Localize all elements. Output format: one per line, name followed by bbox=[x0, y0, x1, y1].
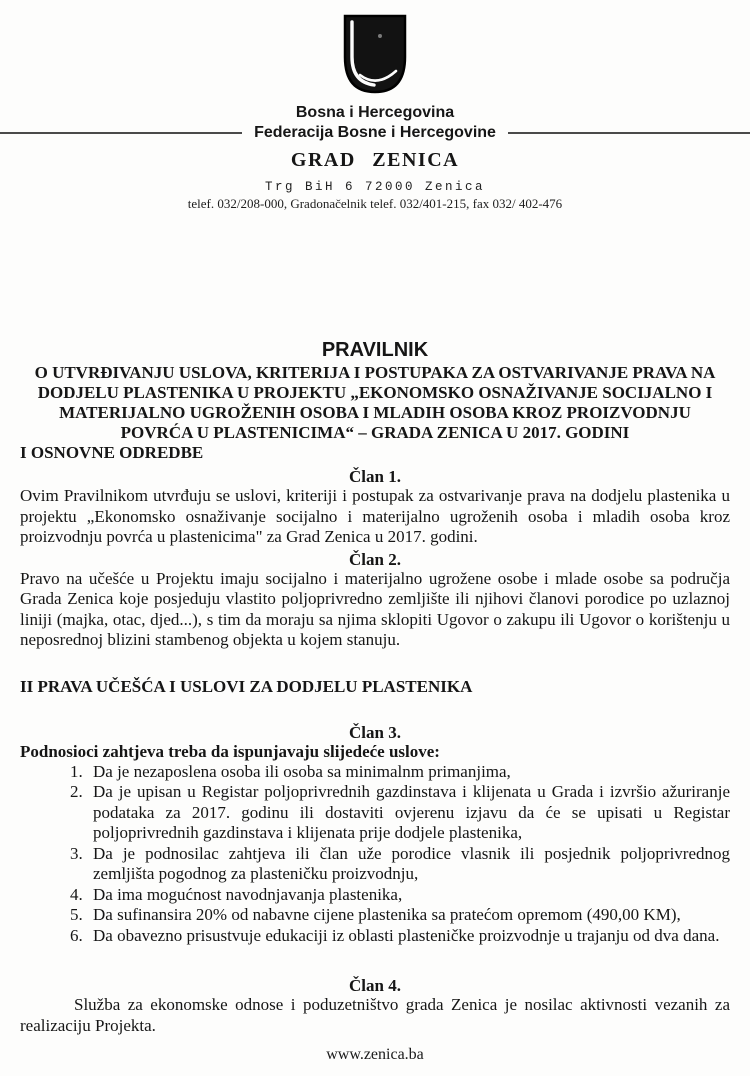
document-body bbox=[0, 339, 750, 1036]
condition-item: 1. Da je nezaposlena osoba ili osoba sa minimalnm primanjima, bbox=[87, 762, 730, 783]
org-address: Trg BiH 6 72000 Zenica bbox=[264, 180, 486, 194]
horizontal-rule-left bbox=[0, 132, 242, 134]
whitespace-gap bbox=[0, 211, 750, 339]
clan-1-paragraph: Ovim Pravilnikom utvrđuju se uslovi, kriteriji i postupak za ostvarivanje prava na dodjelu plastenika u projektu „Ekonomsko osnaživanje socijalno i materijalno ugroženih osoba i mladih osoba kroz proizvodnju povrća u plastenicima" za Grad Zenica u 2017. godini. bbox=[20, 486, 730, 546]
horizontal-rule-right bbox=[508, 132, 750, 134]
coat-of-arms-icon bbox=[340, 13, 410, 95]
clan-4-heading: Član 4. bbox=[349, 976, 401, 995]
document-title: PRAVILNIK bbox=[321, 339, 429, 361]
condition-item: 4. Da ima mogućnost navodnjavanja plastenika, bbox=[87, 885, 730, 906]
condition-item: 6. Da obavezno prisustvuje edukaciji iz oblasti plasteničke proizvodnje u trajanju od dva dana. bbox=[87, 926, 730, 947]
org-federation: Federacija Bosne i Hercegovine bbox=[254, 124, 496, 141]
org-federation-row bbox=[0, 123, 750, 142]
clan-3-heading: Član 3. bbox=[349, 722, 401, 742]
clan-3-intro: Podnosioci zahtjeva treba da ispunjavaju slijedeće uslove: bbox=[20, 741, 440, 761]
letterhead bbox=[0, 0, 750, 211]
section-heading-2: II PRAVA UČEŠĆA I USLOVI ZA DODJELU PLASTENIKA bbox=[20, 676, 473, 696]
conditions-list bbox=[20, 762, 730, 947]
condition-item: 2. Da je upisan u Registar poljoprivrednih gazdinstava i klijenata u Grada i izvršio ažuriranje podataka za 2017. godinu ili dostaviti ovjerenu izjavu da će se upisati u Registar poljoprivrednih gazdinstava i klijenata prije dodjele plastenika, bbox=[87, 782, 730, 844]
clan-2-heading: Član 2. bbox=[349, 549, 401, 569]
org-contact: telef. 032/208-000, Gradonačelnik telef. 032/401-215, fax 032/ 402-476 bbox=[187, 196, 563, 211]
org-city: GRAD ZENICA bbox=[290, 149, 460, 171]
clan-1-heading: Član 1. bbox=[349, 467, 401, 486]
org-country: Bosna i Hercegovina bbox=[295, 104, 455, 121]
section-heading-1: I OSNOVNE ODREDBE bbox=[20, 443, 204, 462]
condition-item: 5. Da sufinansira 20% od nabavne cijene plastenika sa pratećom opremom (490,00 KM), bbox=[87, 905, 730, 926]
footer-website: www.zenica.ba bbox=[326, 1046, 424, 1063]
document-subtitle: O UTVRĐIVANJU USLOVA, KRITERIJA I POSTUPAKA ZA OSTVARIVANJE PRAVA NA DODJELU PLASTENIKA U PROJEKTU „EKONOMSKO OSNAŽIVANJE SOCIJALNO I MATERIJALNO UGROŽENIH OSOBA I MLADIH OSOBA KROZ PROIZVODNJU POVRĆA U PLASTENICIMA“ – GRADA ZENICA U 2017. GODINI bbox=[34, 363, 716, 442]
clan-4-paragraph: Služba za ekonomske odnose i poduzetništvo grada Zenica je nosilac aktivnosti vezanih za realizaciju Projekta. bbox=[20, 995, 730, 1035]
condition-item: 3. Da je podnosilac zahtjeva ili član uže porodice vlasnik ili posjednik poljoprivrednog zemljišta pogodnog za plasteničku proizvodnju, bbox=[87, 844, 730, 885]
clan-2-paragraph: Pravo na učešće u Projektu imaju socijalno i materijalno ugrožene osobe i mlade osobe sa područja Grada Zenica koje posjeduju vlastito poljoprivredno zemljište ili njihovi članovi porodice po uzlaznoj liniji (majka, otac, djed...), s tim da moraju sa njima sklopiti Ugovor o zakupu ili Ugovor o korištenju u neposrednoj blizini stambenog objekta u kojem stanuju. bbox=[20, 568, 730, 649]
